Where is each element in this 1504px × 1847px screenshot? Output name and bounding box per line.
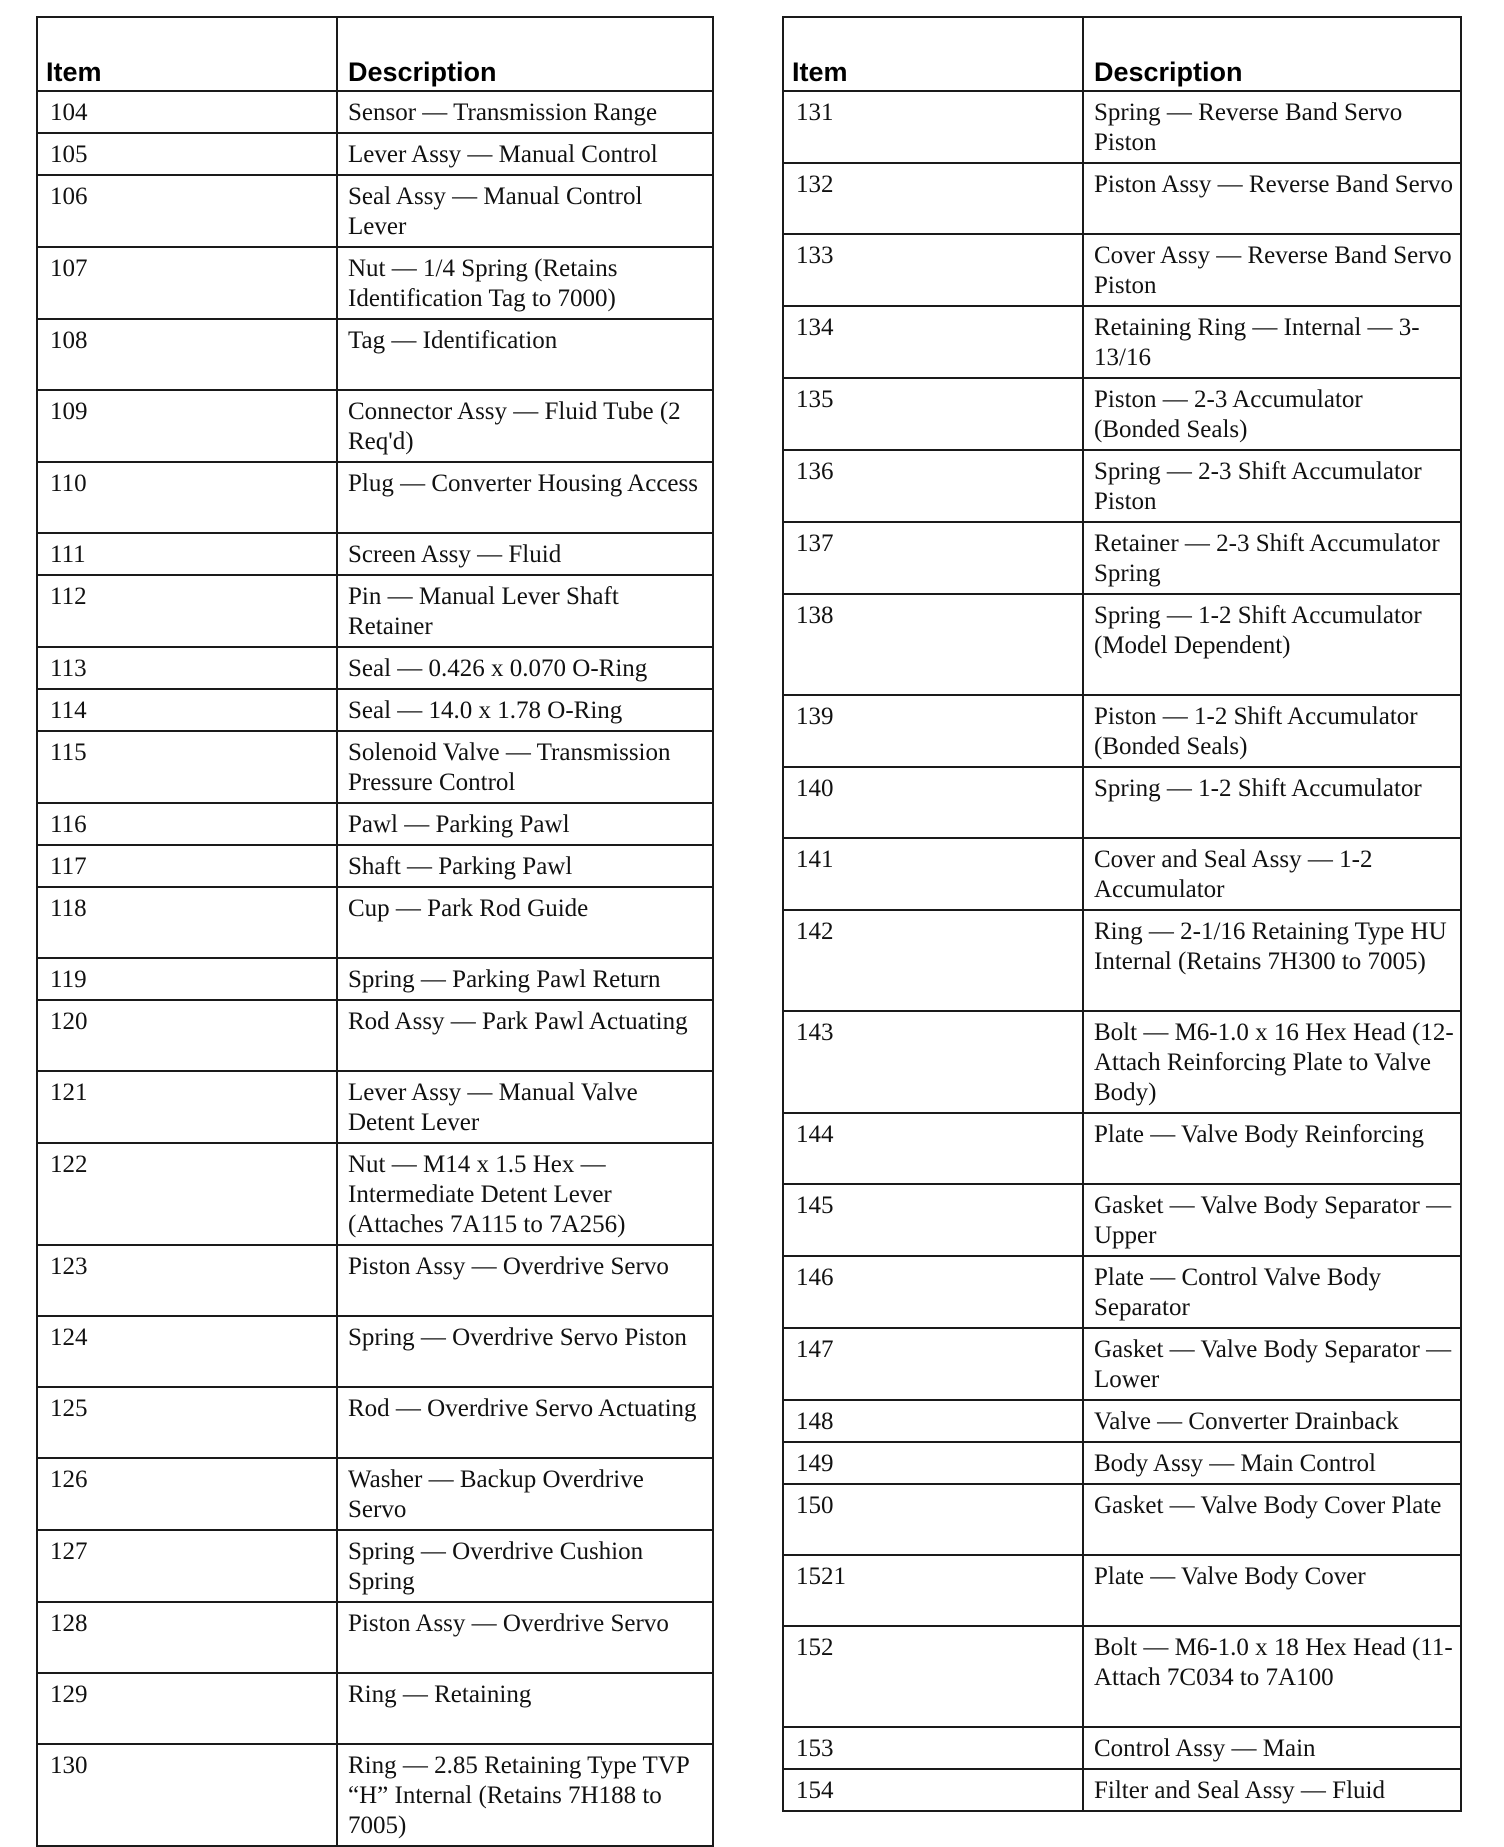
item-description: Ring — Retaining (337, 1673, 713, 1744)
item-number: 154 (783, 1769, 1083, 1811)
item-description: Sensor — Transmission Range (337, 91, 713, 133)
table-row (37, 91, 713, 133)
item-number: 117 (37, 845, 337, 887)
item-description: Retaining Ring — Internal — 3-13/16 (1083, 306, 1461, 378)
item-description: Spring — 2-3 Shift Accumulator Piston (1083, 450, 1461, 522)
item-number: 119 (37, 958, 337, 1000)
table-row (783, 1484, 1461, 1555)
item-description: Washer — Backup Overdrive Servo (337, 1458, 713, 1530)
item-description: Connector Assy — Fluid Tube (2 Req'd) (337, 390, 713, 462)
item-number: 148 (783, 1400, 1083, 1442)
item-description: Plate — Valve Body Cover (1083, 1555, 1461, 1626)
item-description: Piston — 1-2 Shift Accumulator (Bonded Seals) (1083, 695, 1461, 767)
item-description: Spring — Parking Pawl Return (337, 958, 713, 1000)
header-row (783, 17, 1461, 91)
item-description: Plug — Converter Housing Access (337, 462, 713, 533)
table-row (37, 887, 713, 958)
table-row (37, 175, 713, 247)
item-description: Nut — 1/4 Spring (Retains Identification Tag to 7000) (337, 247, 713, 319)
item-number: 122 (37, 1143, 337, 1245)
item-number: 136 (783, 450, 1083, 522)
item-description: Seal — 0.426 x 0.070 O-Ring (337, 647, 713, 689)
header-item: Item (37, 17, 337, 91)
item-number: 118 (37, 887, 337, 958)
item-description: Piston Assy — Overdrive Servo (337, 1245, 713, 1316)
item-number: 109 (37, 390, 337, 462)
item-description: Rod — Overdrive Servo Actuating (337, 1387, 713, 1458)
item-description: Plate — Valve Body Reinforcing (1083, 1113, 1461, 1184)
item-number: 125 (37, 1387, 337, 1458)
item-number: 146 (783, 1256, 1083, 1328)
table-row (783, 1328, 1461, 1400)
table-row (783, 1626, 1461, 1727)
item-number: 105 (37, 133, 337, 175)
item-number: 131 (783, 91, 1083, 163)
table-row (783, 1442, 1461, 1484)
item-description: Solenoid Valve — Transmission Pressure Control (337, 731, 713, 803)
item-description: Lever Assy — Manual Control (337, 133, 713, 175)
item-number: 135 (783, 378, 1083, 450)
item-description: Cup — Park Rod Guide (337, 887, 713, 958)
item-number: 116 (37, 803, 337, 845)
item-number: 144 (783, 1113, 1083, 1184)
item-description: Cover and Seal Assy — 1-2 Accumulator (1083, 838, 1461, 910)
table-row (783, 163, 1461, 234)
item-number: 147 (783, 1328, 1083, 1400)
item-number: 112 (37, 575, 337, 647)
table-row (37, 1602, 713, 1673)
item-number: 106 (37, 175, 337, 247)
table-row (783, 594, 1461, 695)
table-row (783, 1184, 1461, 1256)
table-row (37, 319, 713, 390)
item-description: Filter and Seal Assy — Fluid (1083, 1769, 1461, 1811)
item-number: 134 (783, 306, 1083, 378)
item-number: 127 (37, 1530, 337, 1602)
table-row (37, 647, 713, 689)
item-number: 121 (37, 1071, 337, 1143)
item-description: Spring — 1-2 Shift Accumulator (Model Dependent) (1083, 594, 1461, 695)
item-number: 149 (783, 1442, 1083, 1484)
header-item: Item (783, 17, 1083, 91)
item-description: Body Assy — Main Control (1083, 1442, 1461, 1484)
table-row (783, 838, 1461, 910)
table-row (783, 1011, 1461, 1113)
item-description: Piston Assy — Reverse Band Servo (1083, 163, 1461, 234)
item-number: 111 (37, 533, 337, 575)
table-row (783, 1769, 1461, 1811)
item-number: 152 (783, 1626, 1083, 1727)
item-description: Valve — Converter Drainback (1083, 1400, 1461, 1442)
item-description: Pin — Manual Lever Shaft Retainer (337, 575, 713, 647)
table-row (37, 1316, 713, 1387)
table-row (37, 1387, 713, 1458)
header-description: Description (337, 17, 713, 91)
item-description: Gasket — Valve Body Separator — Upper (1083, 1184, 1461, 1256)
table-row (783, 450, 1461, 522)
item-description: Seal — 14.0 x 1.78 O-Ring (337, 689, 713, 731)
item-number: 114 (37, 689, 337, 731)
item-description: Bolt — M6-1.0 x 16 Hex Head (12-Attach Reinforcing Plate to Valve Body) (1083, 1011, 1461, 1113)
item-number: 129 (37, 1673, 337, 1744)
table-row (37, 462, 713, 533)
item-number: 124 (37, 1316, 337, 1387)
item-description: Piston Assy — Overdrive Servo (337, 1602, 713, 1673)
item-description: Bolt — M6-1.0 x 18 Hex Head (11-Attach 7C034 to 7A100 (1083, 1626, 1461, 1727)
parts-table-right (782, 16, 1462, 1812)
item-description: Seal Assy — Manual Control Lever (337, 175, 713, 247)
table-row (37, 1530, 713, 1602)
table-row (37, 803, 713, 845)
table-row (37, 1744, 713, 1846)
item-number: 113 (37, 647, 337, 689)
item-number: 141 (783, 838, 1083, 910)
table-row (783, 1727, 1461, 1769)
item-number: 120 (37, 1000, 337, 1071)
table-row (783, 767, 1461, 838)
table-row (783, 234, 1461, 306)
table-row (37, 1071, 713, 1143)
table-row (783, 910, 1461, 1011)
item-description: Plate — Control Valve Body Separator (1083, 1256, 1461, 1328)
item-number: 132 (783, 163, 1083, 234)
table-row (783, 1113, 1461, 1184)
item-description: Pawl — Parking Pawl (337, 803, 713, 845)
table-row (37, 247, 713, 319)
table-row (37, 1245, 713, 1316)
item-description: Gasket — Valve Body Separator — Lower (1083, 1328, 1461, 1400)
table-row (37, 689, 713, 731)
table-row (783, 378, 1461, 450)
table-row (37, 845, 713, 887)
item-description: Spring — 1-2 Shift Accumulator (1083, 767, 1461, 838)
table-row (37, 390, 713, 462)
item-number: 140 (783, 767, 1083, 838)
item-number: 1521 (783, 1555, 1083, 1626)
table-row (37, 958, 713, 1000)
table-row (37, 1143, 713, 1245)
item-description: Ring — 2.85 Retaining Type TVP “H” Internal (Retains 7H188 to 7005) (337, 1744, 713, 1846)
item-description: Spring — Overdrive Servo Piston (337, 1316, 713, 1387)
table-row (37, 575, 713, 647)
item-number: 123 (37, 1245, 337, 1316)
item-number: 137 (783, 522, 1083, 594)
item-number: 110 (37, 462, 337, 533)
item-number: 133 (783, 234, 1083, 306)
item-number: 150 (783, 1484, 1083, 1555)
item-number: 107 (37, 247, 337, 319)
table-row (783, 522, 1461, 594)
item-description: Gasket — Valve Body Cover Plate (1083, 1484, 1461, 1555)
item-number: 143 (783, 1011, 1083, 1113)
item-number: 108 (37, 319, 337, 390)
table-row (783, 91, 1461, 163)
table-row (783, 1256, 1461, 1328)
table-row (37, 1000, 713, 1071)
item-number: 138 (783, 594, 1083, 695)
table-row (783, 306, 1461, 378)
table-row (37, 533, 713, 575)
header-row (37, 17, 713, 91)
table-row (783, 695, 1461, 767)
item-number: 126 (37, 1458, 337, 1530)
item-description: Retainer — 2-3 Shift Accumulator Spring (1083, 522, 1461, 594)
table-row (37, 1673, 713, 1744)
item-number: 115 (37, 731, 337, 803)
item-description: Control Assy — Main (1083, 1727, 1461, 1769)
table-row (37, 731, 713, 803)
item-description: Spring — Reverse Band Servo Piston (1083, 91, 1461, 163)
item-number: 142 (783, 910, 1083, 1011)
parts-table-left (36, 16, 714, 1847)
item-number: 139 (783, 695, 1083, 767)
item-number: 104 (37, 91, 337, 133)
item-number: 145 (783, 1184, 1083, 1256)
table-row (783, 1400, 1461, 1442)
item-description: Nut — M14 x 1.5 Hex — Intermediate Detent Lever (Attaches 7A115 to 7A256) (337, 1143, 713, 1245)
item-description: Tag — Identification (337, 319, 713, 390)
table-row (37, 1458, 713, 1530)
item-description: Spring — Overdrive Cushion Spring (337, 1530, 713, 1602)
item-description: Rod Assy — Park Pawl Actuating (337, 1000, 713, 1071)
table-row (37, 133, 713, 175)
item-description: Piston — 2-3 Accumulator (Bonded Seals) (1083, 378, 1461, 450)
item-description: Cover Assy — Reverse Band Servo Piston (1083, 234, 1461, 306)
item-number: 128 (37, 1602, 337, 1673)
item-number: 153 (783, 1727, 1083, 1769)
header-description: Description (1083, 17, 1461, 91)
table-row (783, 1555, 1461, 1626)
item-description: Lever Assy — Manual Valve Detent Lever (337, 1071, 713, 1143)
item-description: Ring — 2-1/16 Retaining Type HU Internal (Retains 7H300 to 7005) (1083, 910, 1461, 1011)
item-number: 130 (37, 1744, 337, 1846)
item-description: Screen Assy — Fluid (337, 533, 713, 575)
item-description: Shaft — Parking Pawl (337, 845, 713, 887)
